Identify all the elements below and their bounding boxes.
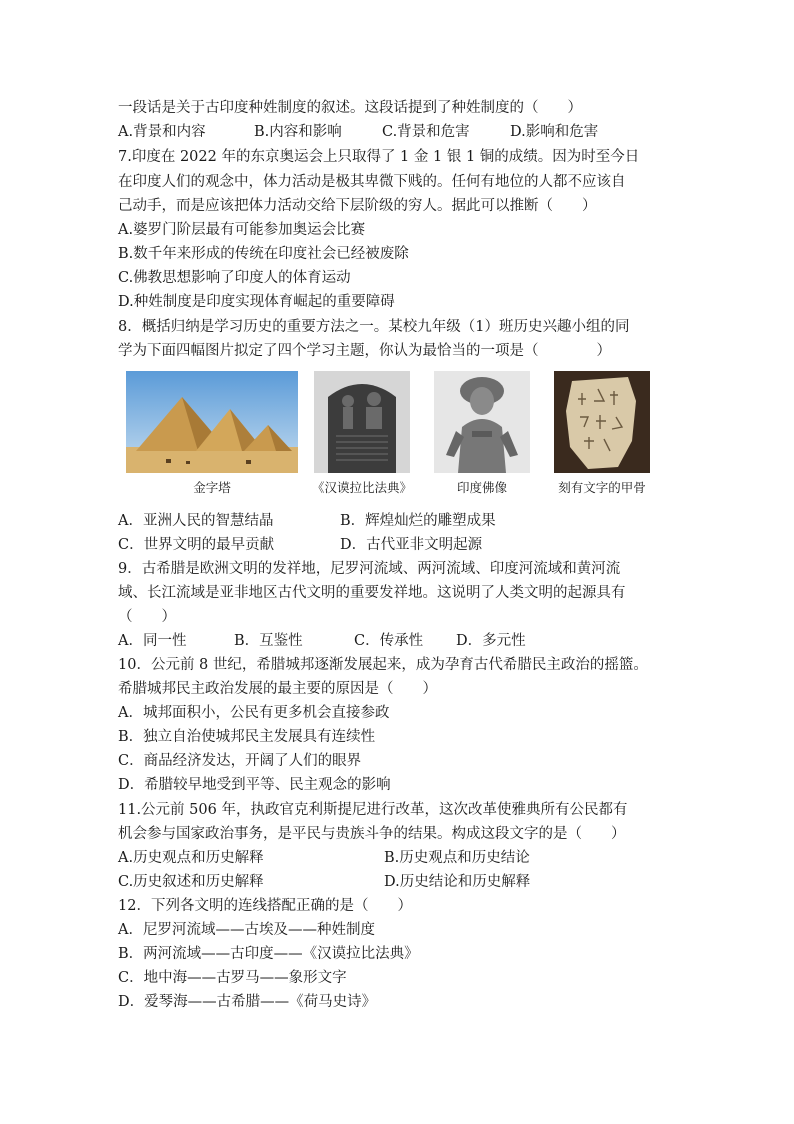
q6-option-c: C.背景和危害 (382, 124, 470, 140)
q10-option-b: B．独立自治使城邦民主发展具有连续性 (118, 729, 376, 745)
q6-text: 一段话是关于古印度种姓制度的叙述。这段话提到了种姓制度的（ ） (118, 100, 582, 116)
q8-options-row (118, 509, 496, 533)
q11-option-d: D.历史结论和历史解释 (384, 874, 531, 890)
q12-option-c: C．地中海——古罗马——象形文字 (118, 970, 347, 986)
q6-option-d: D.影响和危害 (510, 124, 599, 140)
q7-option-d: D.种姓制度是印度实现体育崛起的重要障碍 (118, 294, 395, 310)
q8-option-b: B．辉煌灿烂的雕塑成果 (340, 513, 496, 529)
q10-option-d: D．希腊较早地受到平等、民主观念的影响 (118, 777, 391, 793)
q8-option-d: D．古代亚非文明起源 (340, 537, 483, 553)
q8-option-a: A．亚洲人民的智慧结晶 (118, 513, 274, 529)
q10-stem-line: 希腊城邦民主政治发展的最主要的原因是（ ） (118, 681, 437, 697)
q7-stem-line: 7.印度在 2022 年的东京奥运会上只取得了 1 金 1 银 1 铜的成绩。因为时至今日 (118, 149, 640, 165)
q9-stem-line: 域、长江流域是亚非地区古代文明的重要发祥地。这说明了人类文明的起源具有 (118, 585, 626, 601)
q6-options (118, 120, 598, 144)
q11-option-a: A.历史观点和历史解释 (118, 850, 264, 866)
q8-stem-line: 学为下面四幅图片拟定了四个学习主题，你认为最恰当的一项是（ ） (118, 343, 611, 359)
oracle-bone-inscription (554, 371, 650, 473)
q9-option-a: A．同一性 (118, 633, 187, 649)
q7-option-c: C.佛教思想影响了印度人的体育运动 (118, 270, 351, 286)
q6-option-a: A.背景和内容 (118, 124, 206, 140)
q11-options-row (118, 870, 530, 894)
q12-stem-line: 12．下列各文明的连线搭配正确的是（ ） (118, 898, 412, 914)
figure-caption: 印度佛像 (456, 480, 507, 495)
q11-stem-line: 11.公元前 506 年，执政官克利斯提尼进行改革，这次改革使雅典所有公民都有 (118, 802, 628, 818)
q8-stem-line: 8．概括归纳是学习历史的重要方法之一。某校九年级（1）班历史兴趣小组的同 (118, 319, 630, 335)
figure-caption: 《汉谟拉比法典》 (311, 480, 412, 495)
q7-stem-line: 己动手，而是应该把体力活动交给下层阶级的穷人。据此可以推断（ ） (118, 198, 597, 214)
q12-option-b: B．两河流域——古印度——《汉谟拉比法典》 (118, 946, 419, 962)
q12-option-d: D．爱琴海——古希腊——《荷马史诗》 (118, 994, 377, 1010)
q7-option-b: B.数千年来形成的传统在印度社会已经被废除 (118, 246, 409, 262)
q11-stem-line: 机会参与国家政治事务，是平民与贵族斗争的结果。构成这段文字的是（ ） (118, 826, 626, 842)
q11-option-b: B.历史观点和历史结论 (384, 850, 530, 866)
q11-options-row (118, 846, 530, 870)
q9-option-d: D．多元性 (456, 633, 526, 649)
q10-option-a: A．城邦面积小，公民有更多机会直接参政 (118, 705, 390, 721)
q10-stem-line: 10．公元前 8 世纪，希腊城邦逐渐发展起来，成为孕育古代希腊民主政治的摇篮。 (118, 657, 648, 673)
q8-figure-strip (126, 371, 654, 501)
q8-option-c: C．世界文明的最早贡献 (118, 537, 275, 553)
q6-option-b: B.内容和影响 (254, 124, 342, 140)
code-of-hammurabi-stele (314, 371, 410, 473)
q10-option-c: C．商品经济发达，开阔了人们的眼界 (118, 753, 362, 769)
q9-option-b: B．互鉴性 (234, 633, 303, 649)
q11-option-c: C.历史叙述和历史解释 (118, 874, 264, 890)
q8-options-row (118, 533, 482, 557)
q7-stem-line: 在印度人们的观念中，体力活动是极其卑微下贱的。任何有地位的人都不应该自 (118, 174, 626, 190)
q9-option-c: C．传承性 (354, 633, 424, 649)
figure-caption: 刻有文字的甲骨 (558, 480, 646, 495)
pyramids-photo (126, 371, 298, 473)
q9-options (118, 629, 526, 653)
indian-buddha-statue (434, 371, 530, 473)
q7-option-a: A.婆罗门阶层最有可能参加奥运会比赛 (118, 222, 366, 238)
figure-caption: 金字塔 (193, 480, 231, 495)
q9-stem-line: （ ） (118, 609, 176, 625)
q9-stem-line: 9．古希腊是欧洲文明的发祥地，尼罗河流域、两河流域、印度河流域和黄河流 (118, 561, 621, 577)
q12-option-a: A．尼罗河流域——古埃及——种姓制度 (118, 922, 375, 938)
